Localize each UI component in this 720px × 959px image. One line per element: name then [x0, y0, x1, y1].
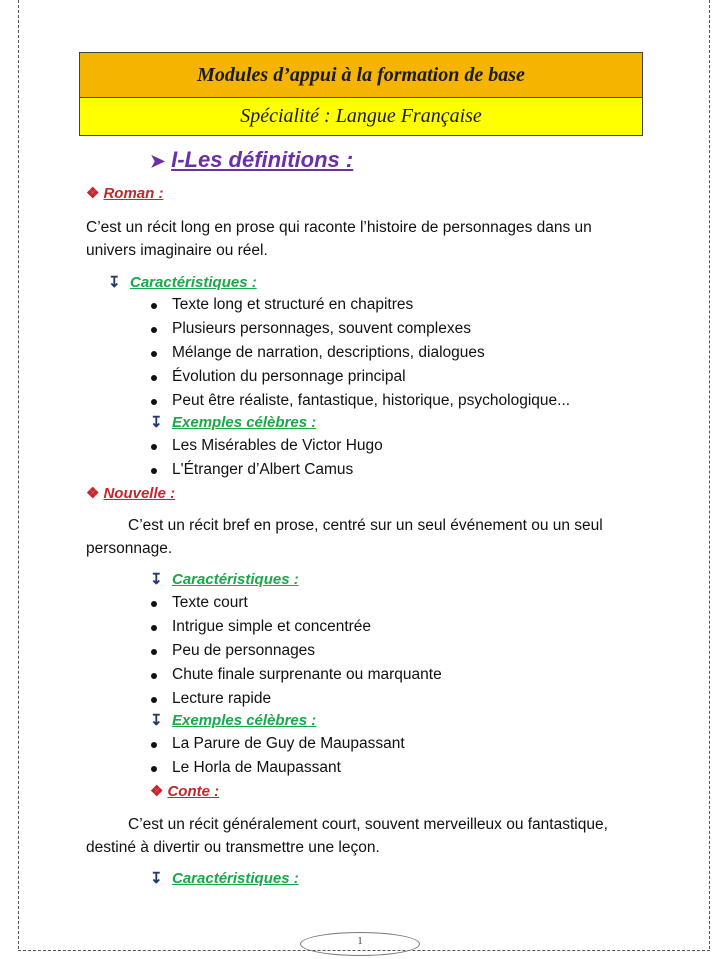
- conte-heading: [150, 782, 219, 800]
- roman-examples-heading: [150, 413, 316, 431]
- down-arrow-icon: ↧: [108, 274, 121, 291]
- roman-examples-list: [146, 434, 383, 482]
- list-item: Les Misérables de Victor Hugo: [146, 434, 383, 458]
- list-item: Peu de personnages: [146, 639, 442, 663]
- diamond-icon: ❖: [86, 185, 100, 202]
- conte-definition: C’est un récit généralement court, souvent merveilleux ou fantastique, destiné à divertir ou transmettre une leçon.: [86, 816, 608, 856]
- list-item: Texte court: [146, 591, 442, 615]
- header-title: Modules d’appui à la formation de base: [80, 53, 642, 98]
- list-item: Lecture rapide: [146, 687, 442, 711]
- header-subtitle: Spécialité : Langue Française: [80, 98, 642, 135]
- roman-characteristics-heading-text: Caractéristiques :: [130, 274, 257, 291]
- list-item: La Parure de Guy de Maupassant: [146, 732, 405, 756]
- nouvelle-characteristics-heading: [150, 570, 299, 588]
- section-title-text: I-Les définitions :: [171, 147, 354, 172]
- conte-heading-text: Conte :: [167, 783, 220, 800]
- roman-definition: C’est un récit long en prose qui raconte l’histoire de personnages dans un univers imaginaire ou réel.: [86, 219, 592, 259]
- list-item: Peut être réaliste, fantastique, historique, psychologique...: [146, 389, 570, 413]
- nouvelle-heading-text: Nouvelle :: [103, 485, 176, 502]
- nouvelle-heading: [86, 484, 175, 502]
- roman-examples-heading-text: Exemples célèbres :: [172, 414, 317, 431]
- header-box: [79, 52, 643, 136]
- nouvelle-characteristics-list: [146, 591, 442, 711]
- list-item: Évolution du personnage principal: [146, 365, 570, 389]
- down-arrow-icon: ↧: [150, 712, 163, 729]
- list-item: L'Étranger d’Albert Camus: [146, 458, 383, 482]
- conte-characteristics-heading-text: Caractéristiques :: [172, 870, 299, 887]
- nouvelle-examples-heading-text: Exemples célèbres :: [172, 712, 317, 729]
- page-number-text: 1: [357, 935, 363, 947]
- diamond-icon: ❖: [86, 485, 100, 502]
- page-border-right: [709, 0, 710, 949]
- nouvelle-examples-list: [146, 732, 405, 780]
- roman-heading: [86, 184, 163, 202]
- page-number: [300, 932, 420, 956]
- list-item: Plusieurs personnages, souvent complexes: [146, 317, 570, 341]
- down-arrow-icon: ↧: [150, 414, 163, 431]
- arrow-right-icon: ➤: [150, 151, 166, 171]
- down-arrow-icon: ↧: [150, 870, 163, 887]
- list-item: Texte long et structuré en chapitres: [146, 293, 570, 317]
- nouvelle-definition: C’est un récit bref en prose, centré sur un seul événement ou un seul personnage.: [86, 517, 603, 557]
- section-title: [150, 147, 353, 173]
- roman-characteristics-list: [146, 293, 570, 413]
- list-item: Mélange de narration, descriptions, dialogues: [146, 341, 570, 365]
- page-border-left: [18, 0, 19, 949]
- list-item: Le Horla de Maupassant: [146, 756, 405, 780]
- list-item: Intrigue simple et concentrée: [146, 615, 442, 639]
- roman-characteristics-heading: [108, 273, 257, 291]
- down-arrow-icon: ↧: [150, 571, 163, 588]
- nouvelle-examples-heading: [150, 711, 316, 729]
- nouvelle-characteristics-heading-text: Caractéristiques :: [172, 571, 299, 588]
- conte-characteristics-heading: [150, 869, 299, 887]
- diamond-icon: ❖: [150, 783, 164, 800]
- list-item: Chute finale surprenante ou marquante: [146, 663, 442, 687]
- roman-heading-text: Roman :: [103, 185, 164, 202]
